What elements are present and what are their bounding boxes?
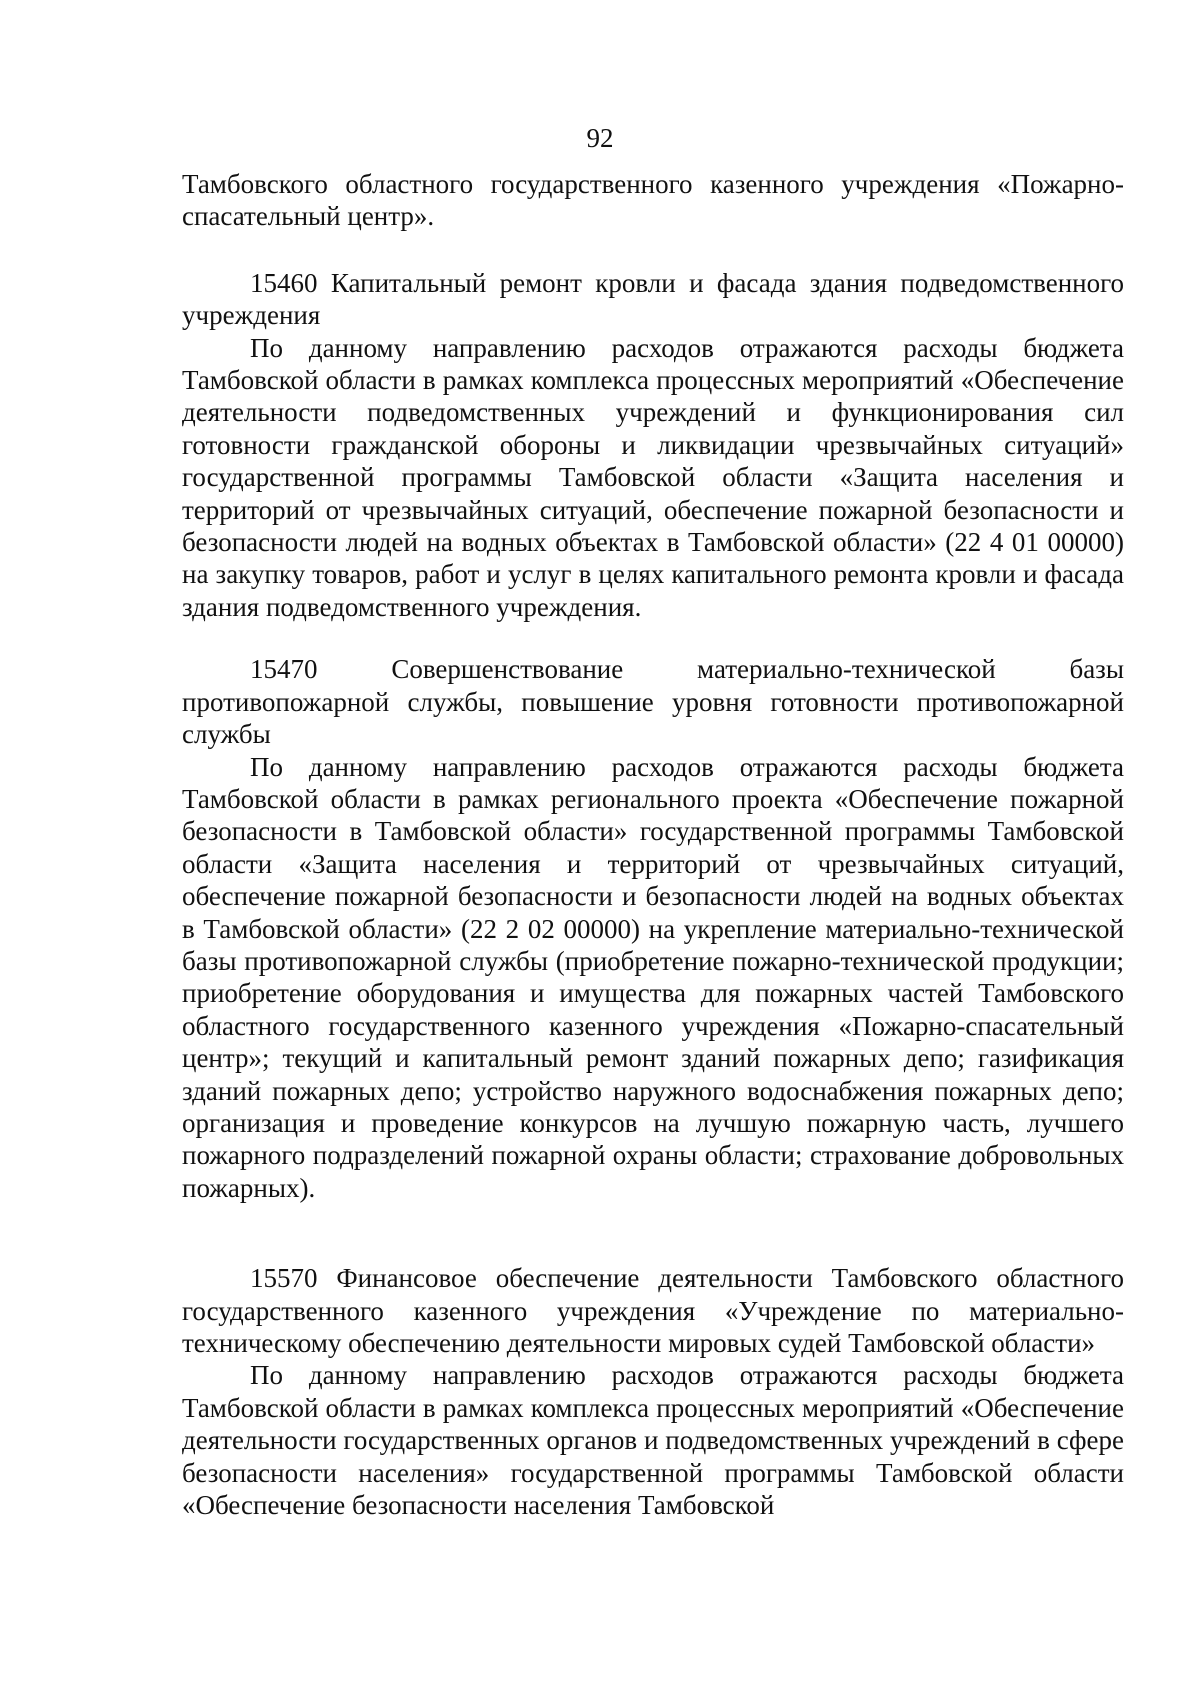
page-number: 92 bbox=[586, 123, 614, 153]
section-body-15470: По данному направлению расходов отражаются расходы бюджета Тамбовской области в рамках регионального проекта «Обеспечение пожарной безопасности в Тамбовской области» государственной программы Тамбовской области «Защита населения и территорий от чрезвычайных ситуаций, обеспечение пожарной безопасности и безопасности людей на водных объектах в Тамбовской области» (22 2 02 00000) на укрепление материально-технической базы противопожарной службы (приобретение пожарно-технической продукции; приобретение оборудования и имущества для пожарных частей Тамбовского областного государственного казенного учреждения «Пожарно-спасательный центр»; текущий и капитальный ремонт зданий пожарных депо; газификация зданий пожарных депо; устройство наружного водоснабжения пожарных депо; организация и проведение конкурсов на лучшую пожарную часть, лучшего пожарного подразделений пожарной охраны области; страхование добровольных пожарных). bbox=[182, 751, 1124, 1203]
section-heading-15470: 15470 Совершенствование материально-технической базы противопожарной службы, повышение уровня готовности противопожарной службы bbox=[182, 654, 1124, 750]
section-heading-15570: 15570 Финансовое обеспечение деятельности Тамбовского областного государственного казенного учреждения «Учреждение по материально-техническому обеспечению деятельности мировых судей Тамбовской области» bbox=[182, 1263, 1124, 1358]
continuation-paragraph: Тамбовского областного государственного казенного учреждения «Пожарно-спасательный центр». bbox=[182, 169, 1124, 232]
section-body-15570: По данному направлению расходов отражаются расходы бюджета Тамбовской области в рамках комплекса процессных мероприятий «Обеспечение деятельности государственных органов и подведомственных учреждений в сфере безопасности населения» государственной программы Тамбовской области «Обеспечение безопасности населения Тамбовской bbox=[182, 1360, 1124, 1521]
document-body bbox=[182, 168, 1124, 1521]
section-body-15460: По данному направлению расходов отражаются расходы бюджета Тамбовской области в рамках комплекса процессных мероприятий «Обеспечение деятельности подведомственных учреждений и функционирования сил готовности гражданской обороны и ликвидации чрезвычайных ситуаций» государственной программы Тамбовской области «Защита населения и территорий от чрезвычайных ситуаций, обеспечение пожарной безопасности и безопасности людей на водных объектах в Тамбовской области» (22 4 01 00000) на закупку товаров, работ и услуг в целях капитального ремонта кровли и фасада здания подведомственного учреждения. bbox=[182, 332, 1124, 622]
section-heading-15460: 15460 Капитальный ремонт кровли и фасада здания подведомственного учреждения bbox=[182, 267, 1124, 331]
